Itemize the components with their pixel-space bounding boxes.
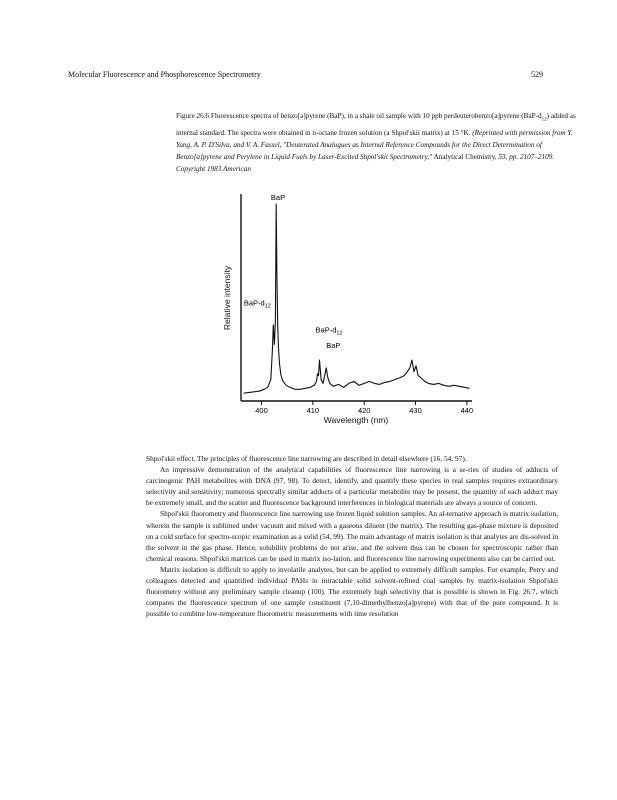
spectrum-line xyxy=(244,204,470,393)
paragraph-1: Shpol'skii effect. The principles of fluorescence line narrowing are described in detail elsewhere (16, 54, 97). xyxy=(146,454,467,463)
peak-label-3: BaP-$d_{12}$ xyxy=(315,325,343,337)
caption-journal: Analytical Chemistry, xyxy=(432,153,497,162)
body-text xyxy=(146,453,558,619)
figure-caption xyxy=(176,110,576,175)
spectrum-figure xyxy=(210,190,480,435)
x-tick-label-430: 430 xyxy=(409,406,422,415)
paragraph-2: An impressive demonstration of the analytical capabilities of fluorescence line narrowing is a se-ries of studies of adducts of carcinogenic PAH metabolites with DNA (97, 98). To detect, identify, and quantify these species in real samples requires extraordinary selectivity and sensitivity; numerous spectrally similar adducts of a particular metabolite may be present, the quantity of each adduct may be extremely small, and the scatter and fluorescence background interferences in biological materials are always a source of concern. xyxy=(146,465,558,508)
x-axis-label: Wavelength (nm) xyxy=(323,415,389,425)
caption-middle: ) added as internal standard. The spectra were obtained in n-octane frozen solution (a Shpol'skii matrix) at 15 °K. xyxy=(176,112,576,137)
x-tick-label-410: 410 xyxy=(306,406,320,415)
x-tick-label-420: 420 xyxy=(357,406,371,415)
x-tick-label-400: 400 xyxy=(255,406,268,415)
peak-label-2: BaP-$d_{12}$ xyxy=(243,298,271,310)
caption-subscript: 12 xyxy=(541,117,547,123)
page-number: 529 xyxy=(531,70,543,79)
running-title: Molecular Fluorescence and Phosphorescence Spectrometry xyxy=(68,70,261,79)
caption-reprint-notice: (Reprinted with permission from Y. Yang, A. P. D'Silva, and V. A. Fassel, "Deuterated Analogues as Internal Reference Compounds for the Direct Determination of Benzo[a]pyrene and Perylene in Liquid Fuels by Laser-Excited Shpol'skii Spectrometry," xyxy=(176,128,573,162)
paragraph-4: Matrix isolation is difficult to apply to involatile analytes, but can be applied to extremely difficult samples. For example, Perry and colleagues detected and quantified individual PAHs in intractable solid solvent-refined coal samples by matrix-isolation Shpol'skii fluorometry without any preliminary sample cleanup (100). The extremely high selectivity that is possible is shown in Fig. 26.7, which compares the fluorescence spectrum of one sample constituent (7,10-dimethylbenzo[a]pyrene) with that of the pure compound. It is possible to combine low-temperature fluorometric measurements with time resolution xyxy=(146,564,558,619)
spectrum-chart xyxy=(210,190,480,435)
peak-label-1: BaP xyxy=(270,193,286,202)
caption-prefix: Figure 26.6 Fluorescence spectra of benzo[a]pyrene (BaP), in a shale oil sample with 10 ppb perdeuterobenzo[a]pyrene (BaP-d xyxy=(176,112,542,120)
running-header xyxy=(68,70,543,82)
x-ticks xyxy=(255,401,473,415)
peak-label-4: BaP xyxy=(326,341,341,351)
caption-citation: 53, pp. 2107–2109. Copyright 1983 American xyxy=(176,153,555,174)
peak-annotations xyxy=(244,193,343,350)
y-axis-label: Relative intensity xyxy=(222,265,232,331)
x-tick-label-440: 440 xyxy=(460,406,474,415)
paragraph-3: Shpol'skii fluorometry and fluorescence line narrowing use frozen liquid solution samples. An al-ternative approach is matrix isolation, wherein the sample is sublimed under vacuum and mixed with a gaseous diluent (the matrix). The resulting gas-phase mixture is deposited on a cold surface for spectro-scopic examination as a solid (54, 99). The main advantage of matrix isolation is that analytes are dis-solved in the solvent in the gas phase. Hence, solubility problems do not arise, and the solvent thus can be chosen for spectroscopic rather than chemical reasons. Shpol'skii matrices can be used in matrix iso-lation, and fluorescence line narrowing experiments also can be carried out. xyxy=(146,509,559,563)
